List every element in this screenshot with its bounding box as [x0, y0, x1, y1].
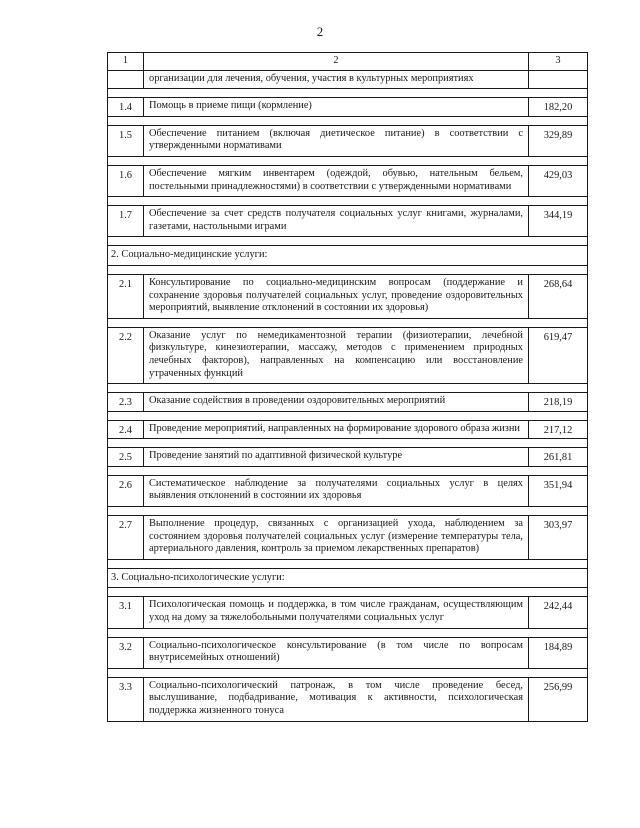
row-spacer-cell	[108, 384, 588, 393]
service-name: организации для лечения, обучения, участия в культурных мероприятиях	[144, 70, 529, 89]
row-spacer-cell	[108, 318, 588, 327]
row-spacer-cell	[108, 439, 588, 448]
header-col-1: 1	[108, 53, 144, 71]
service-name: Проведение занятий по адаптивной физической культуре	[144, 448, 529, 467]
service-price: 344,19	[529, 206, 588, 237]
row-spacer	[108, 668, 588, 677]
row-spacer	[108, 588, 588, 597]
service-price: 184,89	[529, 637, 588, 668]
row-spacer-cell	[108, 197, 588, 206]
service-name: Выполнение процедур, связанных с организацией ухода, наблюдением за состоянием здоровья получателей социальных услуг (измерение температуры тела, артериального давления, контроль за приемом лекарственных препаратов)	[144, 516, 529, 560]
service-price: 217,12	[529, 420, 588, 439]
row-spacer-cell	[108, 628, 588, 637]
row-spacer	[108, 237, 588, 246]
row-spacer-cell	[108, 156, 588, 165]
service-price: 242,44	[529, 597, 588, 628]
row-number: 1.5	[108, 125, 144, 156]
row-number: 2.3	[108, 393, 144, 412]
row-number: 3.3	[108, 677, 144, 721]
row-spacer	[108, 466, 588, 475]
service-price: 182,20	[529, 98, 588, 117]
row-spacer	[108, 156, 588, 165]
row-spacer-cell	[108, 116, 588, 125]
row-spacer-cell	[108, 668, 588, 677]
row-spacer-cell	[108, 466, 588, 475]
section-heading: 3. Социально-психологические услуги:	[108, 568, 588, 588]
service-price: 619,47	[529, 327, 588, 383]
table-row	[108, 420, 588, 439]
service-name: Психологическая помощь и поддержка, в том числе гражданам, осуществляющим уход на дому за тяжелобольными получателями социальных услуг	[144, 597, 529, 628]
row-number: 1.4	[108, 98, 144, 117]
row-spacer	[108, 116, 588, 125]
service-name: Помощь в приеме пищи (кормление)	[144, 98, 529, 117]
page-number: 2	[316, 24, 324, 39]
row-spacer	[108, 265, 588, 274]
service-price: 218,19	[529, 393, 588, 412]
table-row	[108, 516, 588, 560]
row-spacer	[108, 439, 588, 448]
row-number: 3.2	[108, 637, 144, 668]
row-number: 1.6	[108, 165, 144, 196]
row-number: 2.1	[108, 274, 144, 318]
table-row	[108, 475, 588, 506]
service-name: Консультирование по социально-медицинским вопросам (поддержание и сохранение здоровья получателей социальных услуг, проведение оздоровительных мероприятий, выявление отклонений в состоянии их здоровья)	[144, 274, 529, 318]
service-name: Обеспечение за счет средств получателя социальных услуг книгами, журналами, газетами, настольными играми	[144, 206, 529, 237]
row-spacer-cell	[108, 559, 588, 568]
header-col-2: 2	[144, 53, 529, 71]
table-row	[108, 637, 588, 668]
table-row	[108, 70, 588, 89]
service-name: Социально-психологический патронаж, в том числе проведение бесед, выслушивание, подбадривание, мотивация к активности, психологическая поддержка жизненного тонуса	[144, 677, 529, 721]
service-name: Оказание услуг по немедикаментозной терапии (физиотерапии, лечебной физкультуре, кинезиотерапии, массажу, методов с применением природных лечебных факторов), направленных на компенсацию или восстановление утраченных функций	[144, 327, 529, 383]
service-price: 303,97	[529, 516, 588, 560]
row-number: 2.6	[108, 475, 144, 506]
header-col-3: 3	[529, 53, 588, 71]
table-row	[108, 125, 588, 156]
table-row	[108, 327, 588, 383]
table-row	[108, 393, 588, 412]
table-row	[108, 448, 588, 467]
service-price	[529, 70, 588, 89]
row-spacer-cell	[108, 237, 588, 246]
row-spacer	[108, 197, 588, 206]
row-number: 2.4	[108, 420, 144, 439]
service-name: Обеспечение мягким инвентарем (одеждой, обувью, нательным бельем, постельными принадлежностями) в соответствии с утвержденными нормативами	[144, 165, 529, 196]
row-spacer	[108, 628, 588, 637]
table-row	[108, 597, 588, 628]
table-row	[108, 98, 588, 117]
table-row	[108, 677, 588, 721]
service-price: 256,99	[529, 677, 588, 721]
service-name: Социально-психологическое консультирование (в том числе по вопросам внутрисемейных отношений)	[144, 637, 529, 668]
table-row	[108, 206, 588, 237]
row-spacer-cell	[108, 507, 588, 516]
section-heading-row	[108, 246, 588, 266]
service-name: Оказание содействия в проведении оздоровительных мероприятий	[144, 393, 529, 412]
service-name: Проведение мероприятий, направленных на формирование здорового образа жизни	[144, 420, 529, 439]
services-price-table	[107, 52, 588, 722]
service-price: 429,03	[529, 165, 588, 196]
service-name: Обеспечение питанием (включая диетическое питание) в соответствии с утвержденными нормативами	[144, 125, 529, 156]
row-number: 1.7	[108, 206, 144, 237]
row-spacer	[108, 318, 588, 327]
row-spacer-cell	[108, 588, 588, 597]
row-number: 2.2	[108, 327, 144, 383]
row-number	[108, 70, 144, 89]
row-spacer	[108, 559, 588, 568]
table-header-row	[108, 53, 588, 71]
service-price: 351,94	[529, 475, 588, 506]
row-spacer-cell	[108, 265, 588, 274]
row-spacer-cell	[108, 89, 588, 98]
service-name: Систематическое наблюдение за получателями социальных услуг в целях выявления отклонений в состоянии их здоровья	[144, 475, 529, 506]
row-number: 2.5	[108, 448, 144, 467]
section-heading-row	[108, 568, 588, 588]
row-spacer	[108, 411, 588, 420]
service-price: 261,81	[529, 448, 588, 467]
service-price: 329,89	[529, 125, 588, 156]
row-spacer-cell	[108, 411, 588, 420]
row-spacer	[108, 89, 588, 98]
row-spacer	[108, 507, 588, 516]
row-number: 3.1	[108, 597, 144, 628]
service-price: 268,64	[529, 274, 588, 318]
table-row	[108, 274, 588, 318]
section-heading: 2. Социально-медицинские услуги:	[108, 246, 588, 266]
row-spacer	[108, 384, 588, 393]
row-number: 2.7	[108, 516, 144, 560]
table-row	[108, 165, 588, 196]
